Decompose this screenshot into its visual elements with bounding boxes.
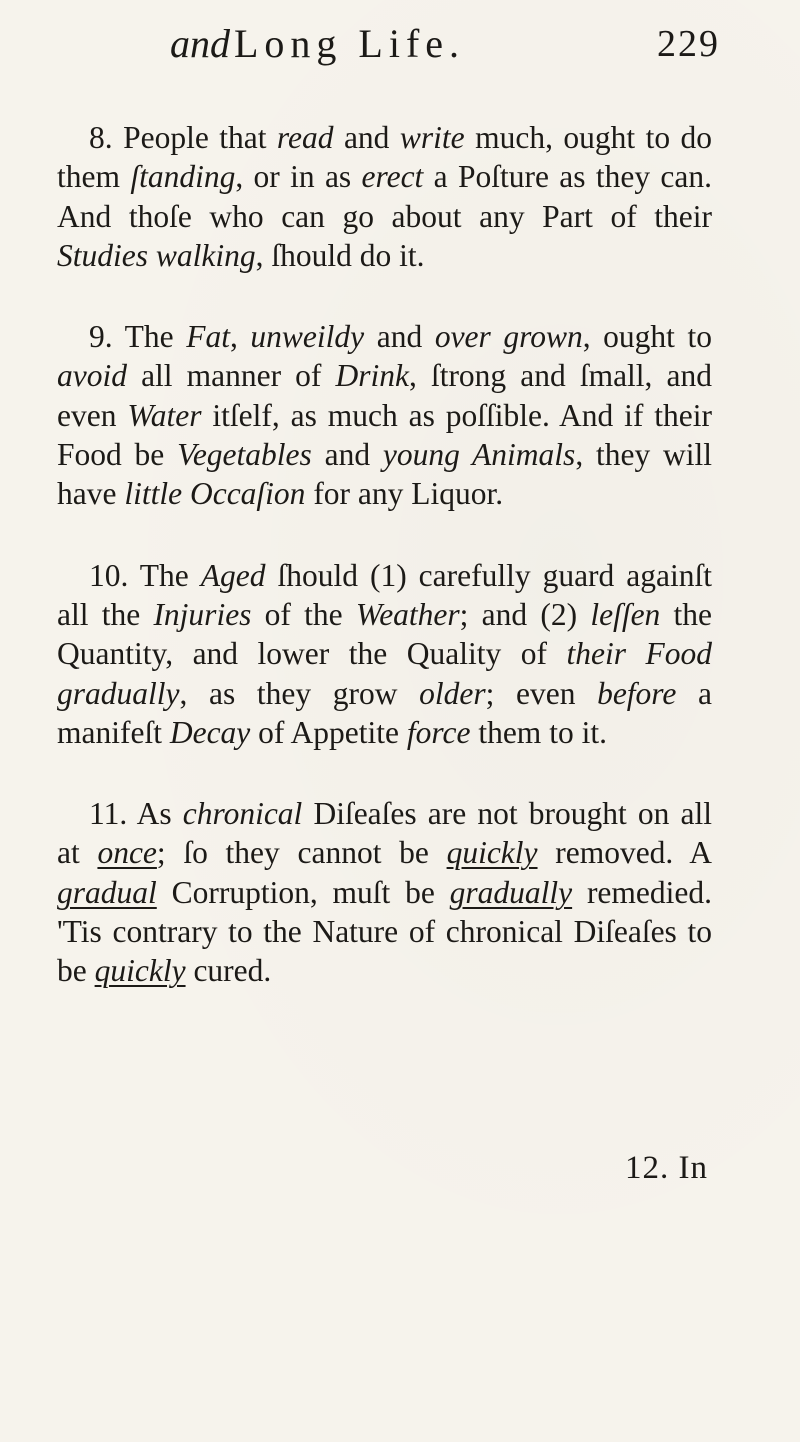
text-run: , ſtrong and ſmall, and even (57, 358, 712, 433)
body-text (57, 118, 712, 991)
italic-text: write (399, 120, 465, 155)
text-run: Diſeaſes are not brought on all at (57, 796, 712, 871)
text-run: and (364, 319, 435, 355)
italic-text: Decay (169, 714, 251, 750)
text-run: for any Liquor. (305, 476, 504, 512)
italic-text: over grown (434, 319, 583, 355)
text-run: ſhould (1) carefully guard againſt all the (57, 557, 712, 632)
italic-text: Aged (200, 557, 266, 593)
italic-text: gradual (57, 874, 157, 910)
text-run: removed. A (537, 835, 713, 871)
text-run: a manifeſt (57, 675, 712, 750)
text-run: , ſhould do it. (255, 237, 425, 273)
text-run: , ought to (582, 319, 713, 355)
text-run: 8. People that (89, 120, 277, 155)
italic-text: chronical (182, 796, 303, 832)
text-run: , or in as (235, 159, 362, 195)
italic-text: Weather (355, 596, 460, 632)
italic-text: gradually (449, 874, 573, 910)
italic-text: once (97, 835, 157, 871)
italic-text: their Food gradually (57, 636, 712, 711)
paragraph-8 (57, 118, 712, 275)
paragraph-9 (57, 317, 712, 513)
text-run: much, ought to do them (57, 120, 713, 195)
text-run: of Appetite (250, 714, 407, 750)
italic-text: Drink (335, 358, 409, 394)
italic-text: avoid (57, 358, 127, 394)
italic-text: little Occaſion (124, 476, 306, 512)
text-run: 10. The (89, 557, 201, 593)
text-run: 11. As (89, 796, 183, 832)
italic-text: leſſen (590, 596, 661, 632)
text-run: ; and (2) (459, 596, 591, 632)
page-number: 229 (657, 23, 720, 65)
italic-text: before (597, 675, 677, 711)
running-head-italic: and (170, 21, 230, 66)
paragraph-10 (57, 556, 712, 752)
italic-text: Vegetables (177, 437, 312, 473)
italic-text: quickly (94, 953, 186, 989)
italic-text: young Animals (382, 437, 576, 473)
text-run: all manner of (126, 358, 336, 394)
page-header (160, 14, 720, 74)
text-run: , (229, 319, 251, 355)
text-run: ; ſo they cannot be (156, 835, 447, 871)
italic-text: read (276, 120, 334, 155)
text-run: and (333, 120, 400, 155)
catchword: 12. In (625, 1150, 708, 1186)
text-run: Corruption, muſt be (156, 874, 450, 910)
text-run: them to it. (470, 714, 607, 750)
text-run: a Poſture as they can. And thoſe who can go about any Part of their (57, 159, 712, 234)
italic-text: unweildy (250, 319, 365, 355)
text-run: and (311, 437, 383, 473)
paragraph-11 (57, 794, 712, 990)
italic-text: Studies walking (57, 237, 256, 273)
italic-text: Fat (186, 319, 230, 355)
text-run: remedied. 'Tis contrary to the Nature of chronical Diſeaſes to be (57, 874, 712, 989)
italic-text: quickly (446, 835, 538, 871)
text-run: of the (251, 596, 356, 632)
text-run: , they will have (57, 437, 712, 512)
text-run: itſelf, as much as poſſible. And if their Food be (57, 397, 712, 473)
text-run: 9. The (89, 319, 187, 355)
italic-text: Water (127, 397, 202, 433)
running-head (170, 20, 465, 67)
text-run: ; even (485, 675, 598, 711)
running-head-caps: Long Life. (234, 21, 466, 66)
text-run: cured. (185, 953, 272, 989)
italic-text: older (419, 675, 486, 711)
italic-text: Injuries (153, 596, 252, 632)
italic-text: erect (361, 159, 424, 195)
text-run: , as they grow (179, 675, 420, 711)
text-run: the Quantity, and lower the Quality of (57, 596, 713, 672)
italic-text: force (406, 714, 471, 750)
italic-text: ſtanding (130, 159, 236, 195)
